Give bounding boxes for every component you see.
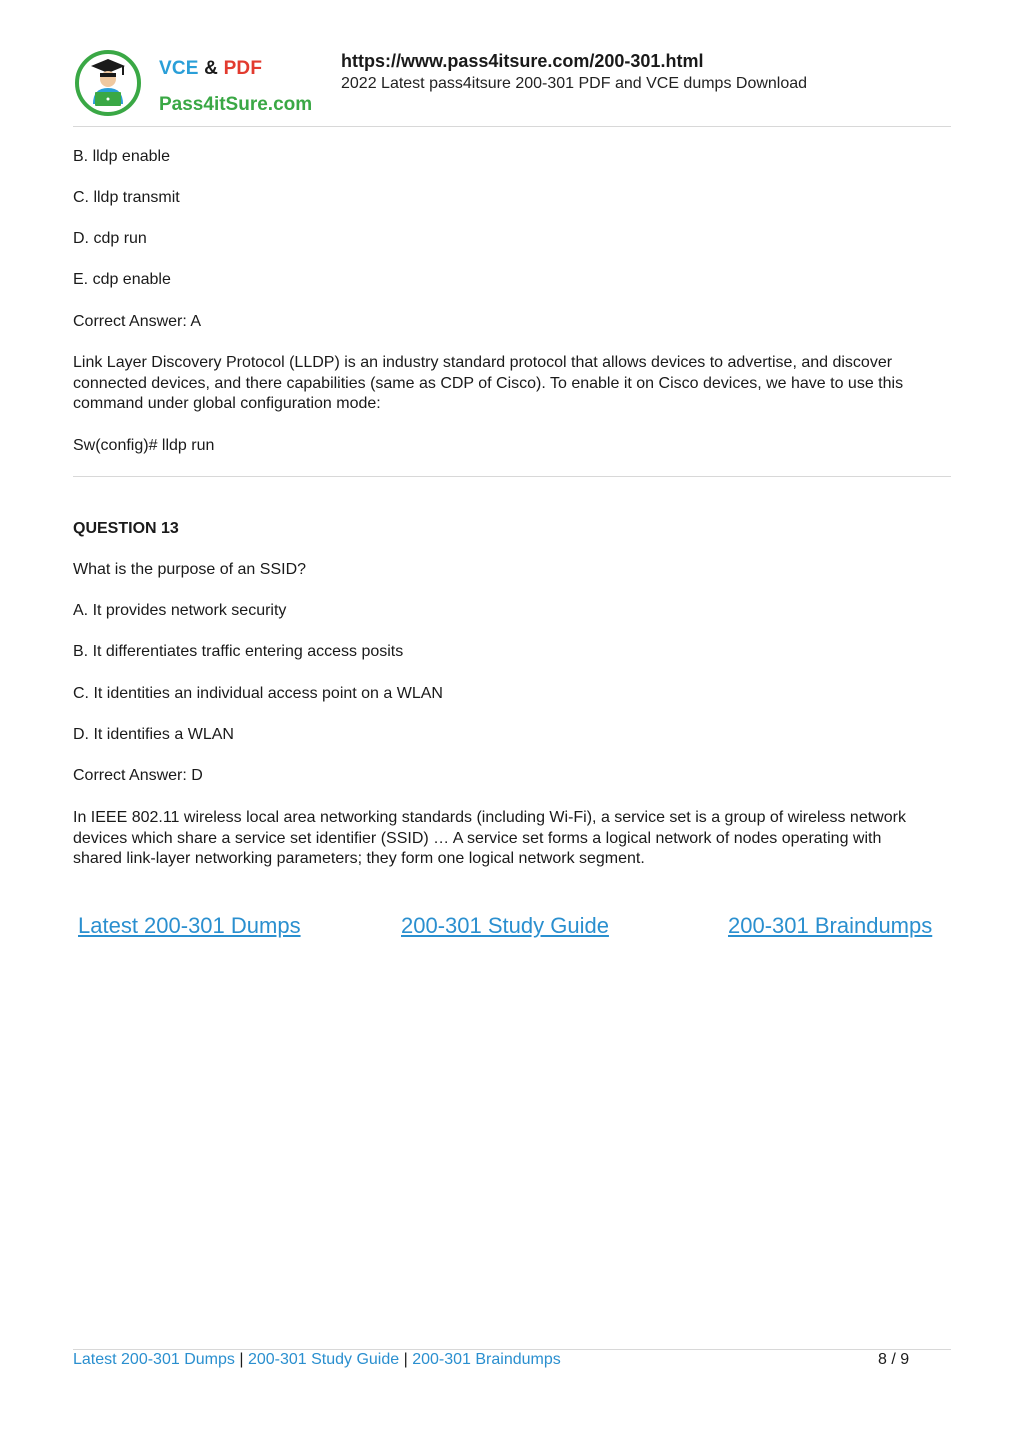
header-subtitle: 2022 Latest pass4itsure 200-301 PDF and VCE dumps Download <box>341 75 808 92</box>
q13-option-b: B. It differentiates traffic entering access posits <box>73 643 404 660</box>
page-header <box>73 44 951 128</box>
q12-option-b: B. lldp enable <box>73 148 170 165</box>
header-url: https://www.pass4itsure.com/200-301.html <box>341 51 704 71</box>
logo-amp: & <box>204 58 219 79</box>
footer-study-guide-link[interactable]: 200-301 Study Guide <box>247 1351 400 1368</box>
footer-separator: | <box>239 1351 244 1368</box>
logo-site-name: Pass4itSure.com <box>159 94 313 115</box>
q12-explanation-line: command under global configuration mode: <box>73 395 381 412</box>
question-divider <box>73 476 951 477</box>
header-divider <box>73 126 951 127</box>
logo-wordmark <box>159 58 262 80</box>
q13-title: QUESTION 13 <box>73 520 179 537</box>
q13-correct-answer: Correct Answer: D <box>73 767 203 784</box>
logo-vce: VCE <box>159 58 199 79</box>
page-number: 8 / 9 <box>878 1351 910 1368</box>
braindumps-link[interactable]: 200-301 Braindumps <box>728 913 933 938</box>
footer-braindumps-link[interactable]: 200-301 Braindumps <box>412 1351 561 1368</box>
q12-option-c: C. lldp transmit <box>73 189 180 206</box>
footer-latest-dumps-link[interactable]: Latest 200-301 Dumps <box>73 1351 235 1368</box>
q13-explanation <box>73 808 951 870</box>
q12-explanation-line: connected devices, and there capabilities (same as CDP of Cisco). To enable it on Cisco devices, we have to use this <box>73 374 904 392</box>
study-guide-link[interactable]: 200-301 Study Guide <box>401 913 609 938</box>
q13-explanation-line: In IEEE 802.11 wireless local area networking standards (including Wi-Fi), a service set is a group of wireless network <box>73 809 906 826</box>
q12-explanation-line: Link Layer Discovery Protocol (LLDP) is an industry standard protocol that allows devices to advertise, and discover <box>73 354 893 371</box>
footer-separator: | <box>403 1351 408 1368</box>
q13-explanation-line: shared link-layer networking parameters; they form one logical network segment. <box>73 850 645 867</box>
footer-links <box>73 1351 561 1369</box>
q13-explanation-line: devices which share a service set identifier (SSID) … A service set forms a logical network of nodes operating with <box>73 829 882 847</box>
graduate-laptop-icon <box>79 54 137 112</box>
q12-option-d: D. cdp run <box>73 230 147 247</box>
q12-correct-answer: Correct Answer: A <box>73 313 202 330</box>
logo <box>73 48 323 124</box>
logo-pdf: PDF <box>223 58 263 79</box>
q13-question: What is the purpose of an SSID? <box>73 561 307 578</box>
footer-divider <box>73 1349 951 1350</box>
q13-option-a: A. It provides network security <box>73 602 287 619</box>
q13-option-c: C. It identities an individual access point on a WLAN <box>73 685 443 702</box>
latest-dumps-link[interactable]: Latest 200-301 Dumps <box>78 913 301 938</box>
logo-badge <box>75 50 141 116</box>
q13-option-d: D. It identifies a WLAN <box>73 726 234 743</box>
q12-explanation <box>73 353 951 415</box>
q12-option-e: E. cdp enable <box>73 271 171 288</box>
q12-command: Sw(config)# lldp run <box>73 437 215 454</box>
